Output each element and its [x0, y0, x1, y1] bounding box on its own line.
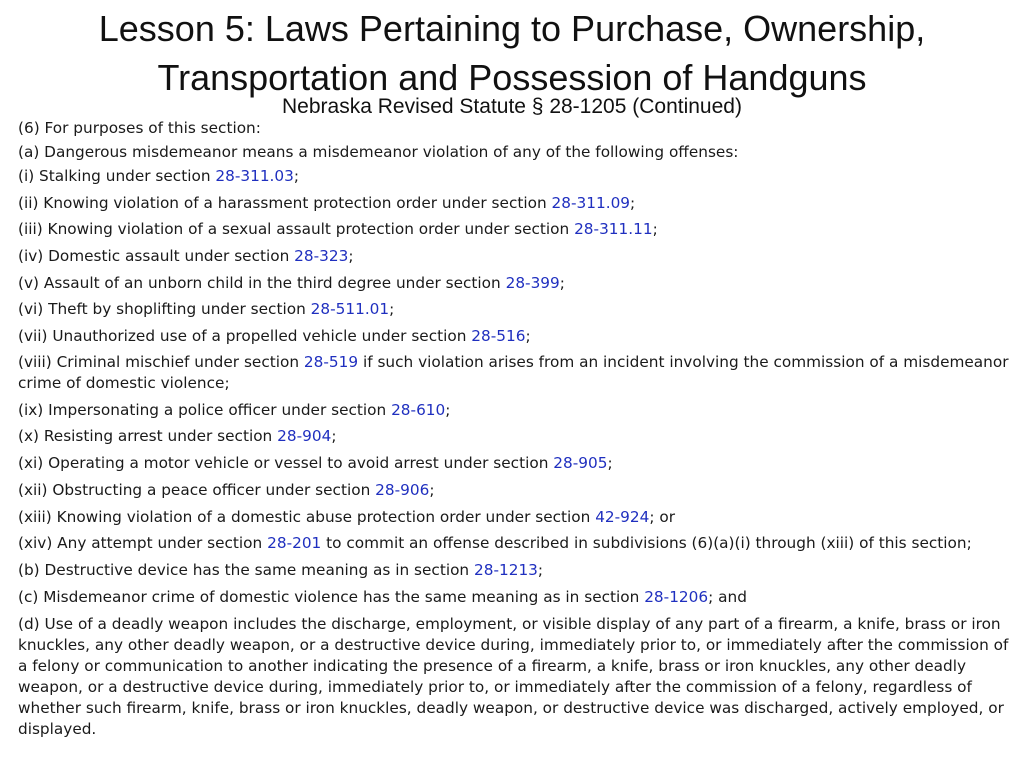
item-text-end: ;	[331, 427, 337, 445]
section-link[interactable]: 28-904	[277, 427, 332, 445]
item-text: (vi) Theft by shoplifting under section	[18, 300, 311, 318]
statute-item-b	[18, 560, 1010, 581]
item-text: (iv) Domestic assault under section	[18, 247, 295, 265]
item-text-end: ;	[348, 247, 354, 265]
item-text: (ix) Impersonating a police officer under section	[18, 401, 392, 419]
item-text-end: ;	[389, 300, 395, 318]
item-text-end: ;	[559, 274, 565, 292]
statute-item-iv	[18, 246, 1010, 267]
item-text-end: ; or	[649, 508, 676, 526]
section-link[interactable]: 28-399	[505, 274, 560, 292]
item-text-end: ;	[429, 481, 435, 499]
item-text-end: ;	[525, 327, 531, 345]
item-text: (a) Dangerous misdemeanor means a misdemeanor violation of any of the following offenses:	[18, 143, 739, 161]
item-text-end: ;	[607, 454, 613, 472]
item-text: (xi) Operating a motor vehicle or vessel to avoid arrest under section	[18, 454, 554, 472]
statute-item-xi	[18, 453, 1010, 474]
slide-title-line-1: Lesson 5: Laws Pertaining to Purchase, Ownership,	[98, 8, 926, 49]
statute-item-d	[18, 614, 1010, 740]
item-text-end: ;	[293, 167, 300, 185]
section-link[interactable]: 28-311.03	[215, 167, 294, 185]
statute-item-vi	[18, 299, 1010, 320]
section-link[interactable]: 42-924	[595, 508, 650, 526]
statute-item-vii	[18, 326, 1010, 347]
statute-item-iii	[18, 219, 1010, 240]
section-link[interactable]: 28-311.09	[551, 194, 631, 212]
section-link[interactable]: 28-311.11	[574, 220, 653, 238]
section-link[interactable]: 28-1206	[644, 588, 709, 606]
section-link[interactable]: 28-1213	[474, 561, 538, 579]
statute-item-c	[18, 587, 1010, 608]
item-text-end: ;	[537, 561, 544, 579]
statute-item-xiv	[18, 533, 1010, 554]
item-text: (c) Misdemeanor crime of domestic violence has the same meaning as in section	[18, 588, 645, 606]
item-text-end: ;	[630, 194, 636, 212]
section-link[interactable]: 28-511.01	[310, 300, 390, 318]
statute-item-ix	[18, 400, 1010, 421]
item-text: (v) Assault of an unborn child in the third degree under section	[18, 274, 506, 292]
section-link[interactable]: 28-516	[471, 327, 526, 345]
statute-item-xii	[18, 480, 1010, 501]
item-text: (viii) Criminal mischief under section	[18, 353, 304, 371]
section-link[interactable]: 28-610	[391, 401, 446, 419]
item-text: (xiv) Any attempt under section	[18, 534, 268, 552]
item-text: (iii) Knowing violation of a sexual assault protection order under section	[18, 220, 575, 238]
slide-title	[0, 4, 1024, 102]
item-text: (x) Resisting arrest under section	[18, 427, 278, 445]
item-text: (ii) Knowing violation of a harassment protection order under section	[18, 194, 552, 212]
item-text-end: to commit an offense described in subdivisions (6)(a)(i) through (xiii) of this section;	[321, 534, 972, 552]
item-text-end: ;	[445, 401, 451, 419]
slide-subtitle: Nebraska Revised Statute § 28-1205 (Continued)	[282, 95, 742, 118]
item-text-end: if such violation arises from an incident involving the commission of a misdemeanor crime of domestic violence;	[18, 353, 1009, 392]
statute-item-viii	[18, 352, 1010, 394]
item-text-end: ; and	[708, 588, 747, 606]
section-link[interactable]: 28-201	[267, 534, 322, 552]
statute-item-x	[18, 426, 1010, 447]
item-text: (6) For purposes of this section:	[18, 119, 261, 137]
statute-item-a	[18, 142, 1010, 163]
statute-item-ii	[18, 193, 1010, 214]
statute-item-v	[18, 273, 1010, 294]
item-text: (xii) Obstructing a peace officer under section	[18, 481, 376, 499]
item-text: (b) Destructive device has the same meaning as in section	[18, 561, 474, 579]
section-link[interactable]: 28-323	[294, 247, 349, 265]
slide-title-line-2: Transportation and Possession of Handguns	[157, 57, 867, 98]
item-text: (vii) Unauthorized use of a propelled vehicle under section	[18, 327, 472, 345]
item-text-end: ;	[652, 220, 658, 238]
statute-item-6	[18, 118, 1010, 139]
statute-item-i	[18, 166, 1010, 187]
section-link[interactable]: 28-905	[553, 454, 608, 472]
statute-item-xiii	[18, 507, 1010, 528]
item-text: (i) Stalking under section	[18, 167, 216, 185]
section-link[interactable]: 28-906	[375, 481, 430, 499]
item-text: (d) Use of a deadly weapon includes the discharge, employment, or visible display of any part of a firearm, a knife, brass or iron knuckles, any other deadly weapon, or a destructive device during, immediately prior to, or immediately after the commission of a felony or communication to another indicating the presence of a firearm, a knife, brass or iron knuckles, any other deadly weapon, or a destructive device during, immediately prior to, or immediately after the commission of a felony, regardless of whether such firearm, knife, brass or iron knuckles, deadly weapon, or destructive device was discharged, actively employed, or displayed.	[18, 615, 1009, 738]
item-text: (xiii) Knowing violation of a domestic abuse protection order under section	[18, 508, 596, 526]
section-link[interactable]: 28-519	[303, 353, 359, 371]
